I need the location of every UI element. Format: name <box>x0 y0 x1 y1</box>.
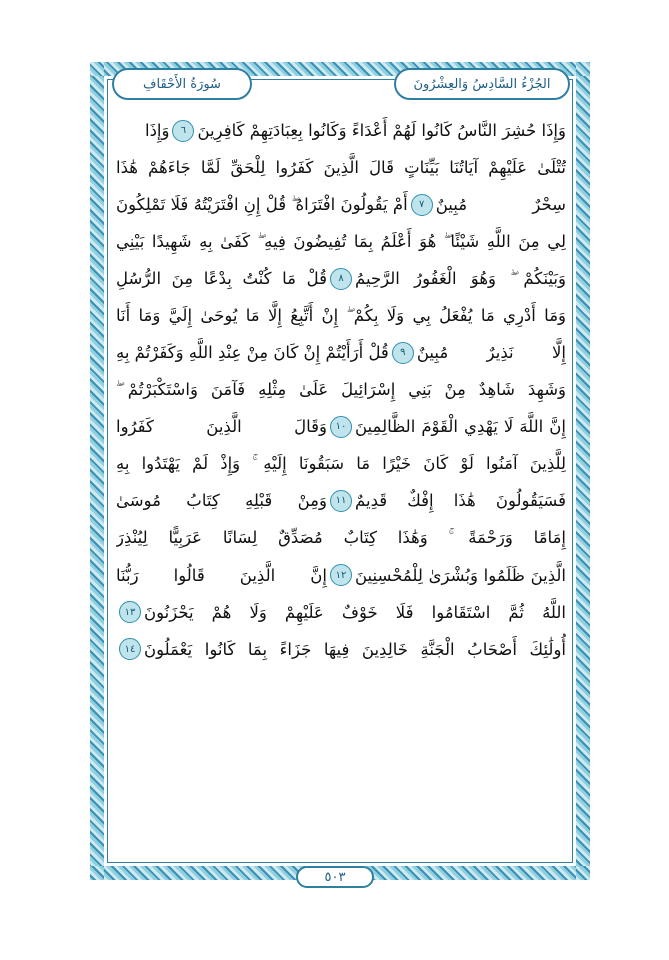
text-line <box>116 408 566 445</box>
verse-text: إِنَّ اللَّهَ لَا يَهْدِي الْقَوْمَ الظَّالِمِينَ <box>355 417 566 437</box>
surah-title: سُورَةُ الأَحْقَافِ <box>112 68 252 100</box>
text-line <box>116 445 566 482</box>
ayah-number-marker: ١١ <box>330 490 352 512</box>
text-line <box>116 482 566 519</box>
ayah-number-marker: ١٤ <box>119 638 141 660</box>
ayah-number-marker: ٧ <box>411 194 433 216</box>
verse-text: الَّذِينَ ظَلَمُوا وَبُشْرَىٰ لِلْمُحْسِنِينَ <box>355 565 566 585</box>
text-line <box>116 371 566 408</box>
verse-text: قُلْ مَا كُنْتُ بِدْعًا مِنَ الرُّسُلِ <box>116 269 327 289</box>
text-line <box>116 557 566 594</box>
ayah-number-marker: ١٣ <box>119 601 141 623</box>
verse-text: إِمَامًا وَرَحْمَةً ۚ وَهَٰذَا كِتَابٌ مُصَدِّقٌ لِسَانًا عَرَبِيًّا لِيُنْذِرَ <box>116 528 566 548</box>
text-line <box>116 297 566 334</box>
verse-text: وَقَالَ الَّذِينَ كَفَرُوا <box>116 417 327 437</box>
verse-text: وَمَا أَدْرِي مَا يُفْعَلُ بِي وَلَا بِكُمْ ۖ إِنْ أَتَّبِعُ إِلَّا مَا يُوحَىٰ إِلَيَّ وَمَا أَنَا <box>116 305 566 325</box>
page-number: ٥٠٣ <box>296 866 374 888</box>
verse-text: وَإِذَا حُشِرَ النَّاسُ كَانُوا لَهُمْ أَعْدَاءً وَكَانُوا بِعِبَادَتِهِمْ كَافِرِينَ <box>197 121 566 141</box>
text-line <box>116 149 566 186</box>
text-line <box>116 334 566 371</box>
verse-text: وَشَهِدَ شَاهِدٌ مِنْ بَنِي إِسْرَائِيلَ عَلَىٰ مِثْلِهِ فَآمَنَ وَاسْتَكْبَرْتُمْ ۖ <box>116 379 566 399</box>
verse-text: تُتْلَىٰ عَلَيْهِمْ آيَاتُنَا بَيِّنَاتٍ قَالَ الَّذِينَ كَفَرُوا لِلْحَقِّ لَمَّا جَاءَهُمْ هَٰذَا <box>116 158 566 178</box>
verse-text: إِنَّ الَّذِينَ قَالُوا رَبُّنَا <box>116 565 327 585</box>
text-line <box>116 186 566 223</box>
verse-text: وَبَيْنَكُمْ ۖ وَهُوَ الْغَفُورُ الرَّحِيمُ <box>355 268 566 288</box>
quran-text-body <box>116 112 566 816</box>
verse-text: فَسَيَقُولُونَ هَٰذَا إِفْكٌ قَدِيمٌ <box>355 491 566 511</box>
ayah-number-marker: ٩ <box>392 342 414 364</box>
text-line <box>116 594 566 631</box>
text-line <box>116 223 566 260</box>
verse-text: لِلَّذِينَ آمَنُوا لَوْ كَانَ خَيْرًا مَا سَبَقُونَا إِلَيْهِ ۚ وَإِذْ لَمْ يَهْتَدُوا بِهِ <box>116 453 566 473</box>
verse-text: قُلْ أَرَأَيْتُمْ إِنْ كَانَ مِنْ عِنْدِ اللَّهِ وَكَفَرْتُمْ بِهِ <box>116 343 389 363</box>
verse-text: أُولَٰئِكَ أَصْحَابُ الْجَنَّةِ خَالِدِينَ فِيهَا جَزَاءً بِمَا كَانُوا يَعْمَلُونَ <box>144 639 566 659</box>
verse-text: إِلَّا نَذِيرٌ مُبِينٌ <box>416 343 566 363</box>
verse-text: سِحْرٌ مُبِينٌ <box>435 195 566 215</box>
text-line <box>116 520 566 557</box>
text-line <box>116 112 566 149</box>
verse-text: وَمِنْ قَبْلِهِ كِتَابُ مُوسَىٰ <box>116 491 327 511</box>
ayah-number-marker: ١٢ <box>330 564 352 586</box>
ayah-number-marker: ١٠ <box>330 416 352 438</box>
ayah-number-marker: ٨ <box>330 268 352 290</box>
verse-text: اللَّهُ ثُمَّ اسْتَقَامُوا فَلَا خَوْفٌ عَلَيْهِمْ وَلَا هُمْ يَحْزَنُونَ <box>144 602 566 622</box>
text-line <box>116 631 566 668</box>
verse-text: وَإِذَا <box>144 121 170 141</box>
ayah-number-marker: ٦ <box>172 120 194 142</box>
verse-text: أَمْ يَقُولُونَ افْتَرَاهُ ۖ قُلْ إِنِ افْتَرَيْتُهُ فَلَا تَمْلِكُونَ <box>116 194 408 214</box>
text-line <box>116 260 566 297</box>
juz-title: الجُزْءُ السَّادِسُ وَالعِشْرُونَ <box>394 68 570 100</box>
verse-text: لِي مِنَ اللَّهِ شَيْئًا ۖ هُوَ أَعْلَمُ بِمَا تُفِيضُونَ فِيهِ ۖ كَفَىٰ بِهِ شَهِيدًا بَيْنِي <box>116 231 566 251</box>
